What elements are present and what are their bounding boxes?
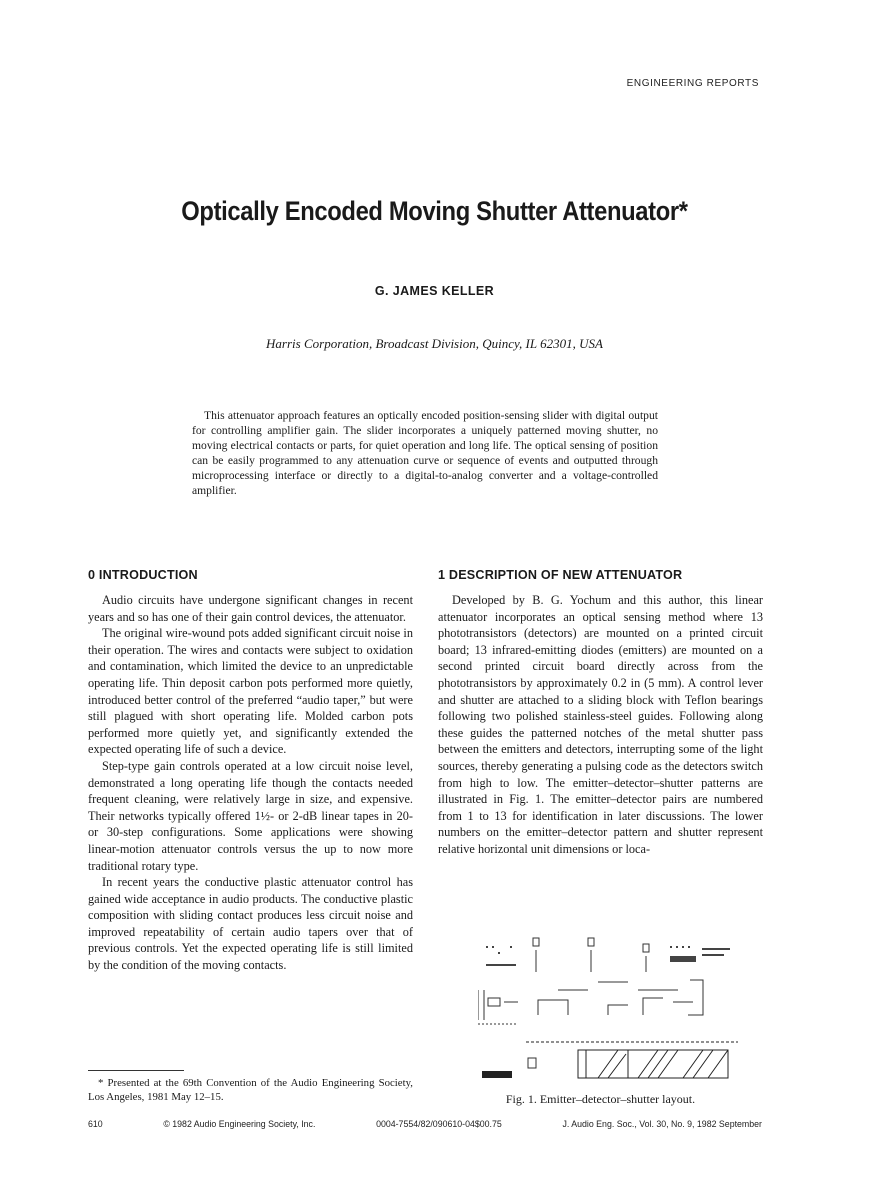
paragraph: In recent years the conductive plastic attenuator control has gained wide acceptance in audio products. The conductive plastic composition with sliding contact produces less circuit noise and improved repeatability of certain audio tapers over that of previous controls. Yet the expected operating life is still limited by the condition of the moving contacts. <box>88 875 413 973</box>
paragraph: Developed by B. G. Yochum and this author, this linear attenuator incorporates an optical sensing method where 13 phototransistors (detectors) are mounted on a printed circuit board; 13 infrared-emitting diodes (emitters) are mounted on a second printed circuit board directly across from the phototransistors by approximately 0.2 in (5 mm). A control lever and shutter are attached to a sliding block with Teflon bearings following two polished stainless-steel guides. Following along these guides the patterned notches of the metal shutter pass between the emitters and detectors, interrupting some of the light sources, thereby generating a pulsing code as the detectors switch from high to low. The emitter–detector–shutter patterns are illustrated in Fig. 1. The emitter–detector pairs are numbered from 1 to 13 for identification in later discussions. The lower numbers on the emitter–detector pattern and shutter represent relative horizontal unit dimensions or loca- <box>438 593 763 856</box>
dotted-markers <box>486 946 730 966</box>
column-left <box>88 568 413 974</box>
section-heading-introduction: 0 INTRODUCTION <box>88 568 198 582</box>
article-code: 0004-7554/82/090610-04$00.75 <box>376 1119 502 1129</box>
scale-bar <box>482 1071 512 1078</box>
running-head: ENGINEERING REPORTS <box>626 78 759 89</box>
emitter-detector-pattern <box>533 938 649 972</box>
paragraph: The original wire-wound pots added significant circuit noise in their operation. The wires and contacts were subject to oxidation and contamination, which limited the device to an unpredictable operating life. Thin deposit carbon pots performed more quietly, introduced better control of the preferred “audio taper,” but were still plagued with short operating life. Molded carbon pots performed more quietly yet, and significantly extended the expected operating life of such a device. <box>88 626 413 757</box>
figure-caption: Fig. 1. Emitter–detector–shutter layout. <box>505 1092 696 1106</box>
column-right <box>438 568 763 858</box>
shutter-pattern <box>538 980 703 1015</box>
figure-emitter-detector-shutter-layout <box>478 920 768 1090</box>
copyright-notice: © 1982 Audio Engineering Society, Inc. <box>163 1119 316 1129</box>
emitter-detector-symbol <box>478 990 518 1024</box>
footnote-rule <box>88 1070 184 1071</box>
author-name: G. JAMES KELLER <box>374 284 495 298</box>
page-footer <box>88 1119 762 1129</box>
paragraph: Step-type gain controls operated at a low circuit noise level, demonstrated a long operating life though the contacts needed frequent cleaning, were relatively large in size, and expensive. Their networks typically offered 1½- or 2-dB linear tapes in 20- or 30-step configurations. Some applications were showing linear-motion attenuator controls versus the up to now more traditional rotary type. <box>88 758 413 873</box>
abstract: This attenuator approach features an optically encoded position-sensing slider with digital output for controlling amplifier gain. The slider incorporates a uniquely patterned moving shutter, no moving electrical contacts or parts, for quiet operation and long life. The optical sensing of position can be easily programmed to any attenuation curve or sequence of events and outputted through microprocessing interface or directly to a digital-to-analog converter and a voltage-controlled amplifier. <box>192 409 658 498</box>
paragraph: Audio circuits have undergone significant changes in recent years and so has one of their gain control devices, the attenuator. <box>88 593 413 624</box>
author-affiliation: Harris Corporation, Broadcast Division, Quincy, IL 62301, USA <box>266 336 603 351</box>
marker-box <box>528 1058 536 1068</box>
section-heading-description: 1 DESCRIPTION OF NEW ATTENUATOR <box>438 568 683 582</box>
paper-title: Optically Encoded Moving Shutter Attenuator* <box>181 196 688 226</box>
page-number: 610 <box>88 1119 103 1129</box>
footnote: * Presented at the 69th Convention of the Audio Engineering Society, Los Angeles, 1981 May 12–15. <box>88 1077 413 1103</box>
journal-citation: J. Audio Eng. Soc., Vol. 30, No. 9, 1982 September <box>562 1119 762 1129</box>
typical-position-shutter <box>526 1042 738 1078</box>
